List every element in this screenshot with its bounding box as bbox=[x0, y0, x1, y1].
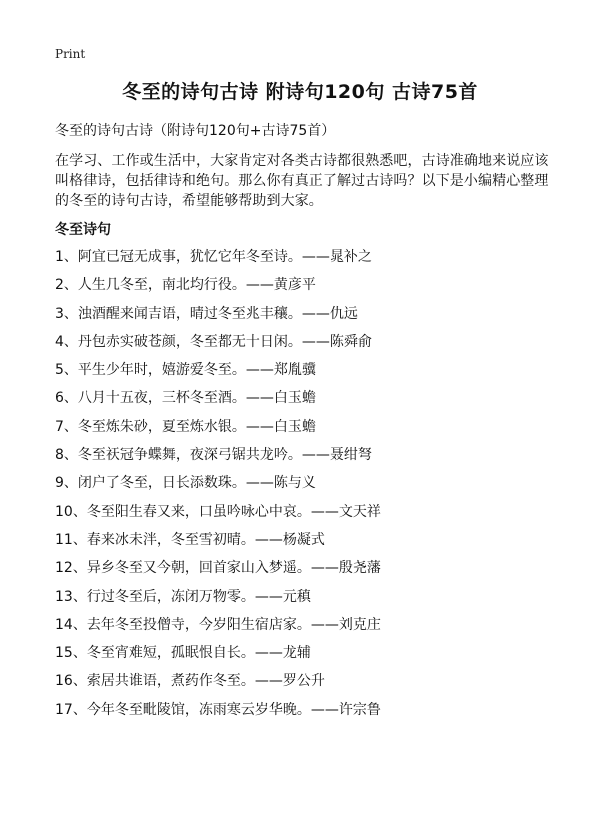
poem-line: 3、浊酒醒来闻吉语，晴过冬至兆丰穰。——仇远 bbox=[55, 305, 358, 322]
poem-line: 16、索居共谁语，煮药作冬至。——罗公升 bbox=[55, 673, 325, 690]
print-link[interactable]: Print bbox=[55, 47, 86, 61]
poem-line: 6、八月十五夜，三杯冬至酒。——白玉蟾 bbox=[55, 390, 316, 407]
poem-line: 17、今年冬至毗陵馆，冻雨寒云岁华晚。——许宗鲁 bbox=[55, 701, 381, 718]
poem-line: 7、冬至炼朱砂，夏至炼水银。——白玉蟾 bbox=[55, 418, 316, 435]
poem-line: 10、冬至阳生春又来，口虽吟咏心中哀。——文天祥 bbox=[55, 503, 381, 520]
poem-line: 9、闭户了冬至，日长添数珠。——陈与义 bbox=[55, 475, 316, 492]
intro-paragraph: 在学习、工作或生活中，大家肯定对各类古诗都很熟悉吧，古诗准确地来说应该叫格律诗，包括律诗和绝句。那么你有真正了解过古诗吗？以下是小编精心整理的冬至的诗句古诗，希望能够帮助到大家。 bbox=[55, 153, 549, 209]
poem-line: 5、平生少年时，嬉游爱冬至。——郑胤骥 bbox=[55, 362, 316, 379]
poem-line: 13、行过冬至后，冻闭万物零。——元稹 bbox=[55, 588, 311, 605]
poem-line: 2、人生几冬至，南北均行役。——黄彦平 bbox=[55, 277, 316, 294]
section-heading: 冬至诗句 bbox=[55, 222, 111, 238]
poem-line: 15、冬至宵难短，孤眠恨自长。——龙辅 bbox=[55, 645, 311, 662]
poem-line: 4、丹包赤实破苍颜，冬至都无十日闲。——陈舜俞 bbox=[55, 333, 372, 350]
page-title: 冬至的诗句古诗 附诗句120句 古诗75首 bbox=[122, 81, 478, 103]
article-subtitle: 冬至的诗句古诗（附诗句120句+古诗75首） bbox=[55, 123, 336, 139]
poem-line: 1、阿宜已冠无成事，犹忆它年冬至诗。——晁补之 bbox=[55, 249, 372, 265]
poem-line: 8、冬至祆冠争蝶舞，夜深弓锯共龙吟。——聂绀弩 bbox=[55, 447, 372, 464]
poem-line: 11、春来冰未泮，冬至雪初晴。——杨凝式 bbox=[55, 531, 325, 548]
poem-line: 12、异乡冬至又今朝，回首家山入梦遥。——殷尧藩 bbox=[55, 560, 381, 577]
poem-line: 14、去年冬至投僧寺，今岁阳生宿店家。——刘克庄 bbox=[55, 616, 381, 633]
poem-list bbox=[55, 247, 575, 728]
